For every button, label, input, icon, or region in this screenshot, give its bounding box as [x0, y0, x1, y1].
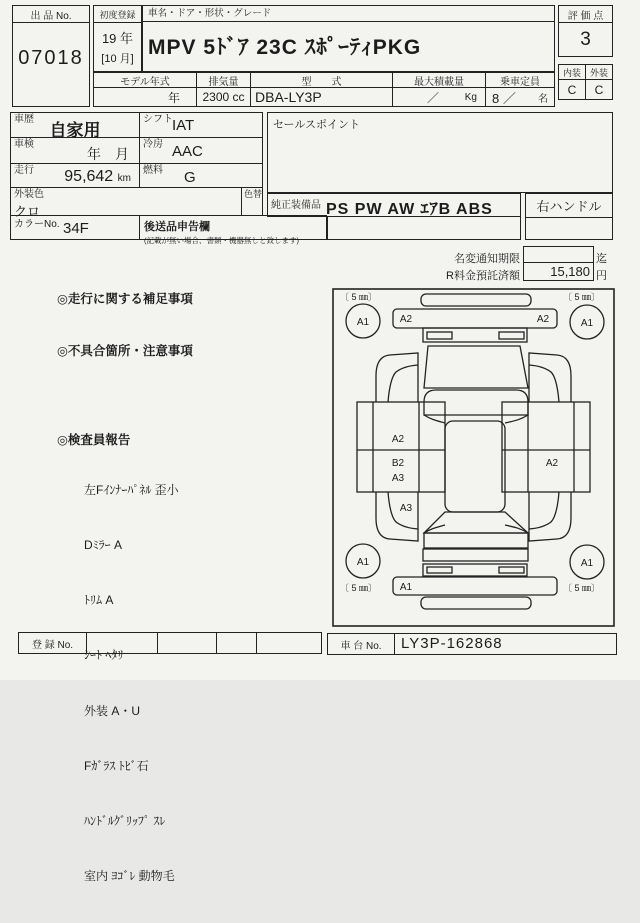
rear-hatch	[424, 533, 528, 548]
mileage-cell	[10, 163, 140, 188]
model-year-value: 年	[93, 87, 197, 107]
inspector-item: ｼｰﾄ ﾍﾀﾘ	[84, 648, 124, 663]
inspector-item: ﾄﾘﾑ A	[84, 593, 114, 608]
mark-front-bumper-right: A2	[536, 314, 550, 325]
color-change-label: 色替	[244, 189, 263, 199]
grade-label: 評 価 点	[559, 6, 612, 23]
taillight-panel	[423, 564, 527, 576]
equipment-cell	[267, 193, 521, 217]
exterior-label: 外装	[589, 67, 608, 78]
headlight-left	[427, 332, 452, 339]
inspector-report-title: ◎検査員報告	[57, 433, 131, 447]
fender-front-left	[376, 353, 418, 402]
grade-value: 3	[580, 28, 591, 50]
tread-note-front-left: 〔 5 ㎜〕	[340, 292, 378, 302]
inspector-item: ﾊﾝﾄﾞﾙｸﾞﾘｯﾌﾟ ｽﾚ	[84, 814, 166, 829]
fuel-cell	[139, 163, 263, 188]
wheel-arch-front-right	[529, 365, 559, 402]
ac-label: 冷房	[143, 139, 163, 150]
wheel-arch-front-left	[388, 365, 418, 402]
tread-note-front-right: 〔 5 ㎜〕	[563, 292, 601, 302]
first-registration-year: 19 年	[101, 31, 134, 46]
mark-rear-right: A1	[580, 558, 594, 569]
inspector-item: Fｶﾞﾗｽ ﾄﾋﾞ石	[84, 758, 149, 773]
inspector-item: 室内 ﾖｺﾞﾚ 動物毛	[84, 869, 175, 884]
inspection-cell	[10, 137, 140, 164]
later-items-note: (記載が無い場合、書類・機器無しと致します)	[144, 236, 299, 245]
tread-note-rear-left: 〔 5 ㎜〕	[340, 583, 378, 593]
vehicle-name-box	[142, 5, 555, 72]
mark-left-front-door: A2	[391, 434, 405, 445]
recycle-fee-unit: 円	[596, 270, 607, 282]
fuel-value: G	[184, 169, 196, 186]
mark-rear-bumper: A1	[399, 582, 413, 593]
color-no-label: カラーNo.	[14, 219, 60, 230]
sales-point-label: セールスポイント	[273, 119, 361, 131]
fender-front-right	[529, 353, 571, 402]
max-load-label: 最大積載量	[392, 72, 486, 88]
model-code-label: 型 式	[250, 72, 393, 88]
registration-no-cell	[87, 633, 158, 653]
headlight-right	[499, 332, 524, 339]
ac-value: AAC	[172, 143, 203, 160]
mileage-value: 95,642 km	[64, 168, 131, 185]
mileage-label: 走行	[14, 165, 34, 176]
ac-cell	[139, 137, 263, 164]
first-registration-box	[93, 5, 142, 72]
first-registration-label: 初度登録	[94, 6, 141, 23]
auction-no-box	[12, 5, 90, 107]
later-items-label: 後送品申告欄	[144, 221, 210, 233]
damage-diagram-svg	[332, 288, 615, 627]
ext-color-value: クロ	[14, 204, 41, 219]
registration-no-cell	[158, 633, 217, 653]
shoulder-line	[505, 415, 528, 423]
registration-no-label: 登 録 No.	[19, 633, 87, 653]
recycle-fee-label: R料金預託済額	[446, 270, 520, 282]
history-label: 車歴	[14, 114, 34, 125]
rear-bottom-bar	[421, 597, 531, 609]
history-cell	[10, 112, 140, 138]
front-grille	[423, 328, 527, 342]
registration-no-box	[18, 632, 322, 654]
registration-no-cell	[257, 633, 321, 653]
taillight-left	[427, 567, 452, 573]
mark-front-left: A1	[356, 317, 370, 328]
recycle-fee-value: 15,180	[550, 264, 590, 279]
shoulder-line	[424, 415, 445, 423]
chassis-no-label: 車 台 No.	[328, 634, 395, 654]
inspection-label: 車検	[14, 139, 34, 150]
driving-remarks-title: ◎走行に関する補足事項	[57, 292, 193, 306]
displacement-value: 2300 cc	[196, 87, 251, 107]
color-change-cell	[241, 187, 263, 216]
grade-box	[558, 5, 613, 57]
mark-left-rear-door-b: B2	[391, 458, 405, 469]
mark-rear-left: A1	[356, 557, 370, 568]
inspection-value: 年 月	[87, 146, 129, 162]
fender-rear-right	[529, 492, 571, 541]
mark-right-side-panel: A2	[545, 458, 559, 469]
steering-box	[525, 193, 613, 240]
inspector-item: Dﾐﾗｰ A	[84, 538, 123, 553]
chassis-no-value: LY3P-162868	[401, 635, 503, 652]
sales-point-box	[267, 112, 613, 193]
interior-exterior-box	[558, 64, 613, 100]
displacement-label: 排気量	[196, 72, 251, 88]
first-registration-month: [10 月]	[101, 53, 134, 65]
exterior-value: C	[594, 83, 604, 97]
max-load-value: ／ Kg	[392, 87, 486, 107]
ext-color-label: 外装色	[14, 189, 44, 200]
name-change-field	[523, 246, 594, 263]
fender-rear-left	[376, 492, 418, 541]
color-no-value: 34F	[63, 220, 89, 237]
name-change-unit: 迄	[596, 253, 607, 265]
rear-window	[424, 512, 528, 533]
equipment-label: 純正装備品	[271, 200, 321, 211]
mark-front-bumper-left: A2	[399, 314, 413, 325]
seating-value: 8 ／ 名	[485, 87, 555, 107]
roof-panel	[445, 421, 505, 512]
vehicle-name-label: 車名・ドア・形状・グレード	[143, 6, 554, 22]
model-code-value: DBA-LY3P	[250, 87, 393, 107]
hood-panel	[424, 346, 528, 388]
front-bumper	[393, 309, 557, 328]
name-change-label: 名変通知期限	[454, 253, 520, 265]
shift-label: シフト	[143, 114, 173, 125]
damage-diagram	[332, 288, 615, 627]
mark-left-rear-fender: A3	[399, 503, 413, 514]
registration-no-cell	[217, 633, 257, 653]
mark-front-right: A1	[580, 318, 594, 329]
fuel-label: 燃料	[143, 165, 163, 176]
wheel-arch-rear-right	[529, 492, 559, 529]
equipment-value: PS PW AW ｴｱB ABS	[326, 201, 493, 218]
rear-bumper	[393, 577, 557, 595]
mark-left-rear-door-a: A3	[391, 473, 405, 484]
inspector-item: 外装 A・U	[84, 703, 141, 718]
later-items-cell	[139, 215, 327, 245]
recycle-fee-field	[523, 262, 594, 281]
inspector-item: 左Fｲﾝﾅｰﾊﾟﾈﾙ 歪小	[84, 482, 179, 497]
color-no-cell	[10, 215, 140, 240]
rear-panel	[423, 549, 528, 561]
interior-value: C	[559, 80, 586, 100]
auction-no-label: 出 品 No.	[13, 6, 89, 23]
auction-no-value: 07018	[18, 46, 84, 69]
shift-value: IAT	[172, 117, 195, 134]
defects-remarks-title: ◎不具合箇所・注意事項	[57, 344, 193, 358]
tread-note-rear-right: 〔 5 ㎜〕	[563, 583, 601, 593]
front-top-bar	[421, 294, 531, 306]
chassis-no-box	[327, 633, 617, 655]
inspector-report-list	[84, 444, 179, 923]
history-value: 自家用	[49, 121, 101, 140]
model-year-label: モデル年式	[93, 72, 197, 88]
taillight-right	[499, 567, 524, 573]
shift-cell	[139, 112, 263, 138]
ext-color-cell	[10, 187, 242, 219]
seating-label: 乗車定員	[485, 72, 555, 88]
equipment-empty-cell	[327, 216, 521, 240]
interior-label: 内装	[559, 65, 586, 79]
vehicle-name-value: MPV 5ﾄﾞｱ 23C ｽﾎﾟｰﾃｨPKG	[148, 36, 422, 59]
steering-label: 右ハンドル	[526, 194, 612, 218]
